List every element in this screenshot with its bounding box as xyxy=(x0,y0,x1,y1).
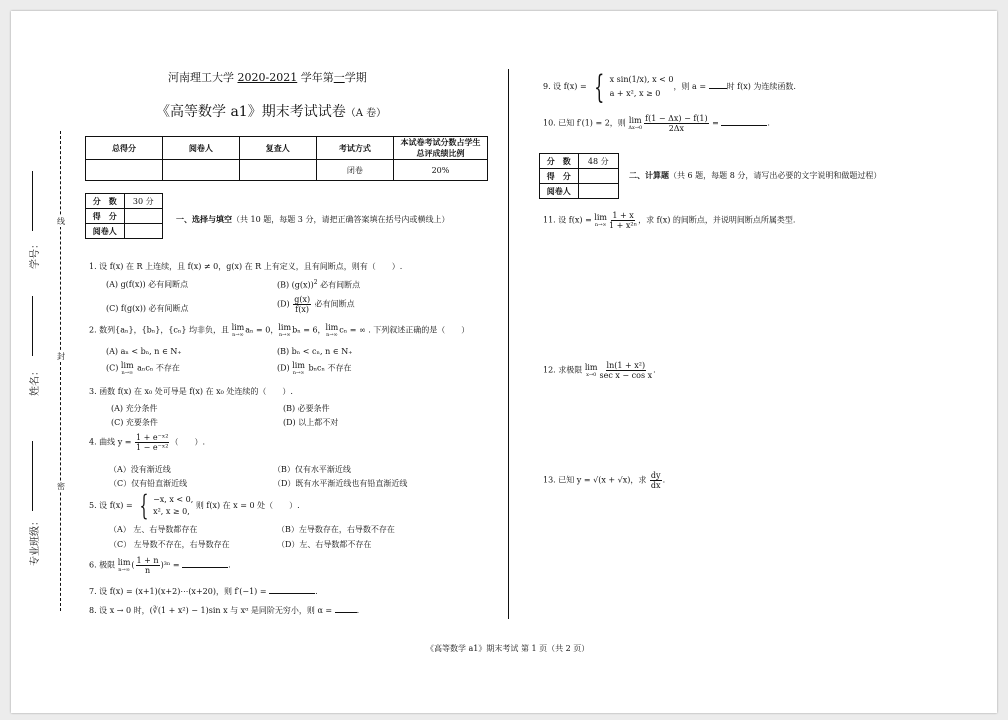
q10-post: = xyxy=(709,118,722,128)
q10-den: 2Δx xyxy=(668,124,685,133)
q2-lim-word: lim xyxy=(278,323,292,332)
q2-lim-sub: n→∞ xyxy=(278,332,291,338)
q12-fraction xyxy=(600,361,653,380)
q1-option-d xyxy=(277,295,355,314)
q6-num: 1 + n xyxy=(136,556,159,565)
q12-lim-sub: x→0 xyxy=(586,372,597,378)
q13-num: dy xyxy=(650,471,661,480)
q10-lim-word: lim xyxy=(628,116,642,125)
q4-option-c: （C）仅有铅直渐近线 xyxy=(109,479,188,488)
q5-option-c: （C） 左导数不存在，右导数存在 xyxy=(109,540,230,549)
section2-score-box xyxy=(539,153,619,199)
section1-heading xyxy=(176,214,449,225)
q9-pre: 9. 设 f(x) = xyxy=(543,82,590,91)
score-table-header: 阅卷人 xyxy=(162,137,239,160)
exam-title-line xyxy=(156,101,386,121)
question-13 xyxy=(543,471,665,490)
score-table-header: 考试方式 xyxy=(316,137,393,160)
q6-post: )³ⁿ = xyxy=(160,560,183,570)
q9-cases xyxy=(589,68,674,106)
question-9 xyxy=(543,68,796,106)
page-footer: 《高等数学 a1》期末考试 第 1 页（共 2 页） xyxy=(426,644,590,653)
q12-num: ln(1 + x²) xyxy=(606,361,646,370)
question-1-stem: 1. 设 f(x) 在 R 上连续，且 f(x) ≠ 0，g(x) 在 R 上有定义，且有间断点，则有（ ）. xyxy=(89,262,403,271)
q4-fraction xyxy=(135,433,169,452)
q3-option-b: (B) 必要条件 xyxy=(283,404,330,413)
q5-post: 则 f(x) 在 x = 0 处（ ）. xyxy=(193,501,300,510)
exam-header-line xyxy=(168,69,367,85)
q11-fraction xyxy=(609,211,637,230)
q13-fraction xyxy=(650,471,662,490)
section2-desc: （共 6 题，每题 8 分，请写出必要的文字说明和做题过程） xyxy=(669,171,882,180)
q6-den: n xyxy=(144,566,151,575)
q2-lim-sub: n→∞ xyxy=(326,332,338,338)
q2-seg1: aₙ = 0， xyxy=(245,325,279,335)
section1-desc: （共 10 题，每题 3 分，请把正确答案填在括号内或横线上） xyxy=(232,215,450,224)
section2-title: 二、计算题 xyxy=(629,170,669,180)
term-suffix: 学期 xyxy=(344,71,367,84)
q6-lim-sub: n→∞ xyxy=(118,567,130,573)
q8-text: 8. 设 x → 0 时，(∛(1 + x²) − 1)sin x 与 xᵅ 是同阶无穷小，则 α = xyxy=(89,606,335,615)
q1-option-c: (C) f(g(x)) 必有间断点 xyxy=(106,304,189,313)
q5-case-list xyxy=(153,494,193,518)
q12-den: sec x − cos x xyxy=(599,371,653,380)
question-10: 10. 已知 f′(1) = 2，则 lim Δx→0 $\frac{f(1 - \Delta x) - f(1)}{2\Delta x}$ = . xyxy=(543,114,770,133)
earned-label: 得 分 xyxy=(540,169,579,184)
q10-answer-blank[interactable] xyxy=(721,116,767,126)
section1-title: 一、选择与填空 xyxy=(176,214,232,224)
q1-d-num: g(x) xyxy=(294,295,311,304)
q2-lim-sub: n→∞ xyxy=(232,332,244,338)
q11-pre: 11. 设 f(x) = xyxy=(543,215,595,225)
q11-lim-sub: n→∞ xyxy=(594,222,607,228)
q4-post: （ ）. xyxy=(170,437,206,447)
q2-lim-word: lim xyxy=(231,323,245,332)
q9-mid: ，则 a = xyxy=(673,82,709,91)
q13-post: . xyxy=(662,475,666,485)
q6-lim xyxy=(118,558,131,573)
binding-mark-seal: 封 xyxy=(57,352,65,361)
q2-pre: 2. 数列{aₙ}，{bₙ}，{cₙ} 均非负，且 xyxy=(89,325,232,335)
q5-cases xyxy=(135,489,194,522)
question-12 xyxy=(543,361,656,380)
q12-pre: 12. 求极限 xyxy=(543,365,585,375)
q2-lim-word: lim xyxy=(120,361,134,370)
q5-brace: { xyxy=(139,489,149,522)
q10-lim xyxy=(628,116,642,131)
reader-label: 阅卷人 xyxy=(86,224,125,239)
q6-fraction xyxy=(136,556,160,575)
q2-c-post: aₙcₙ 不存在 xyxy=(134,363,180,373)
binding-mark-mi: 密 xyxy=(57,482,65,491)
q6-lim-word: lim xyxy=(117,558,131,567)
q2-lim-sub: n→∞ xyxy=(121,370,134,376)
q12-lim-word: lim xyxy=(584,363,598,372)
class-label: 专业班级： xyxy=(30,516,41,566)
score-label: 分 数 xyxy=(86,194,125,209)
question-11 xyxy=(543,211,795,230)
q11-lim-word: lim xyxy=(594,213,608,222)
q2-lim-word: lim xyxy=(292,361,305,370)
q2-option-a: (A) aₙ < bₙ, n ∈ N₊ xyxy=(106,347,182,356)
score-table-header: 复查人 xyxy=(239,137,316,160)
q1-b-text: (B) (g(x)) xyxy=(277,280,314,290)
q1-b-post: 必有间断点 xyxy=(317,280,361,290)
q4-num: 1 + e⁻ˣ² xyxy=(136,433,169,442)
score-table-header: 总得分 xyxy=(86,137,163,160)
q5-case2: x², x ≥ 0, xyxy=(153,507,190,516)
earned-cell[interactable] xyxy=(578,169,618,184)
q2-lim-sub: n→∞ xyxy=(292,370,305,376)
q10-lim-sub: Δx→0 xyxy=(628,125,643,131)
q11-lim xyxy=(594,213,607,228)
section1-score-box xyxy=(85,193,163,239)
q2-lim-word: lim xyxy=(325,323,339,332)
q11-den: 1 + x²ⁿ xyxy=(609,221,638,230)
student-id-line xyxy=(32,171,33,231)
q1-b-sup: 2 xyxy=(313,279,318,286)
q7-text: 7. 设 f(x) = (x+1)(x+2)⋯(x+20)，则 f′(−1) = xyxy=(89,587,270,596)
q2-seg2: bₙ = 6， xyxy=(292,325,326,335)
q10-fraction xyxy=(644,114,708,133)
term: 一 xyxy=(333,71,345,84)
reviewer-cell[interactable] xyxy=(239,160,316,181)
reader-label: 阅卷人 xyxy=(540,184,579,199)
question-3-stem: 3. 函数 f(x) 在 x₀ 处可导是 f(x) 在 x₀ 处连续的（ ）. xyxy=(89,387,293,396)
q6-pre: 6. 极限 xyxy=(89,560,118,570)
q9-answer-blank[interactable] xyxy=(709,79,727,89)
q9-case-list xyxy=(610,73,674,101)
student-name-line xyxy=(32,296,33,356)
score-table-header: 本试卷考试分数占学生总评成绩比例 xyxy=(393,137,487,160)
q11-num: 1 + x xyxy=(612,211,634,220)
q5-option-b: （B）左导数存在，右导数不存在 xyxy=(277,525,395,534)
q3-option-d: (D) 以上都不对 xyxy=(283,418,339,427)
q1-d-label: (D) xyxy=(277,299,293,309)
year-suffix: 学年第 xyxy=(300,71,334,84)
q2-lim xyxy=(326,323,339,338)
q5-option-a: （A） 左、右导数都存在 xyxy=(109,525,198,534)
question-4-stem xyxy=(89,433,205,452)
q9-case1: x sin(1/x), x < 0 xyxy=(609,75,674,84)
column-divider xyxy=(508,69,509,619)
q2-option-c xyxy=(106,361,180,376)
q9-post: 时 f(x) 为连续函数. xyxy=(726,82,796,91)
student-name-label: 姓名： xyxy=(30,366,41,396)
q4-pre: 4. 曲线 y = xyxy=(89,437,135,447)
q9-case2: a + x², x ≥ 0 xyxy=(609,89,661,98)
exam-mode-cell: 闭卷 xyxy=(316,160,393,181)
reader-cell[interactable] xyxy=(124,224,162,239)
question-5-stem xyxy=(89,489,300,522)
q1-option-a: (A) g(f(x)) 必有间断点 xyxy=(106,280,189,289)
q4-den: 1 − e⁻ˣ² xyxy=(136,443,169,452)
q2-seg3: cₙ = ∞ . 下列叙述正确的是（ ） xyxy=(339,325,470,335)
q8-answer-blank[interactable] xyxy=(335,603,357,613)
score-label: 分 数 xyxy=(540,154,579,169)
q2-lim xyxy=(232,323,245,338)
earned-label: 得 分 xyxy=(86,209,125,224)
question-2-stem xyxy=(89,323,469,338)
ratio-cell: 20% xyxy=(393,160,487,181)
score-value: 30 分 xyxy=(124,194,162,209)
score-table xyxy=(85,136,488,181)
q6-answer-blank[interactable] xyxy=(182,558,228,568)
q4-option-d: （D）既有水平渐近线也有铅直渐近线 xyxy=(273,479,408,488)
q5-pre: 5. 设 f(x) = xyxy=(89,501,136,510)
reader-cell[interactable] xyxy=(578,184,618,199)
q2-c-lim xyxy=(121,361,134,376)
q1-d-post: 必有间断点 xyxy=(312,299,355,309)
academic-year: 2020-2021 xyxy=(237,71,298,84)
question-7: 7. 设 f(x) = (x+1)(x+2)⋯(x+20)，则 f′(−1) = . xyxy=(89,584,318,597)
q3-option-a: (A) 充分条件 xyxy=(111,404,158,413)
q7-answer-blank[interactable] xyxy=(269,584,315,594)
class-line xyxy=(32,441,33,511)
q13-pre: 13. 已知 y = √(x + √x)，求 xyxy=(543,475,649,485)
question-6: 6. 极限 lim n→∞ ( $\frac{1 + n}{n}$ )³ⁿ = . xyxy=(89,556,231,575)
q4-option-b: （B）仅有水平渐近线 xyxy=(273,465,351,474)
earned-cell[interactable] xyxy=(124,209,162,224)
score-value: 48 分 xyxy=(578,154,618,169)
section2-heading xyxy=(629,170,881,181)
q11-post: ，求 f(x) 的间断点，并说明间断点所属类型. xyxy=(638,215,796,225)
binding-mark-line: 线 xyxy=(57,217,65,226)
q2-option-b: (B) bₙ < cₙ, n ∈ N₊ xyxy=(277,347,353,356)
university-name: 河南理工大学 xyxy=(168,71,234,84)
question-8: 8. 设 x → 0 时，(∛(1 + x²) − 1)sin x 与 xᵅ 是同阶无穷小，则 α = . xyxy=(89,603,359,616)
q4-option-a: （A）没有渐近线 xyxy=(109,465,171,474)
exam-page xyxy=(11,11,997,713)
q5-case1: −x, x < 0, xyxy=(153,495,194,504)
q12-lim xyxy=(585,363,598,378)
q2-lim xyxy=(278,323,291,338)
q5-option-d: （D）左、右导数都不存在 xyxy=(277,540,372,549)
q13-den: dx xyxy=(650,481,661,490)
q3-option-c: (C) 充要条件 xyxy=(111,418,158,427)
q10-num: f(1 − Δx) − f(1) xyxy=(645,114,708,123)
q1-d-fraction xyxy=(293,295,311,314)
exam-title: 《高等数学 a1》期末考试试卷 xyxy=(156,104,346,120)
student-id-label: 学号： xyxy=(30,239,41,269)
q2-c-label: (C) xyxy=(106,363,121,373)
q12-post: . xyxy=(653,365,656,375)
q10-pre: 10. 已知 f′(1) = 2，则 xyxy=(543,118,629,128)
q9-brace: { xyxy=(594,68,605,106)
q1-option-b xyxy=(277,279,360,291)
binding-line xyxy=(60,131,62,611)
paper-type: （A 卷） xyxy=(345,108,387,119)
reader-cell[interactable] xyxy=(162,160,239,181)
q2-option-d xyxy=(277,361,352,376)
q2-d-post: bₙcₙ 不存在 xyxy=(305,363,352,373)
total-score-cell[interactable] xyxy=(86,160,163,181)
q2-d-lim xyxy=(292,361,305,376)
q1-d-den: f(x) xyxy=(295,305,309,314)
q2-d-label: (D) xyxy=(277,363,293,373)
